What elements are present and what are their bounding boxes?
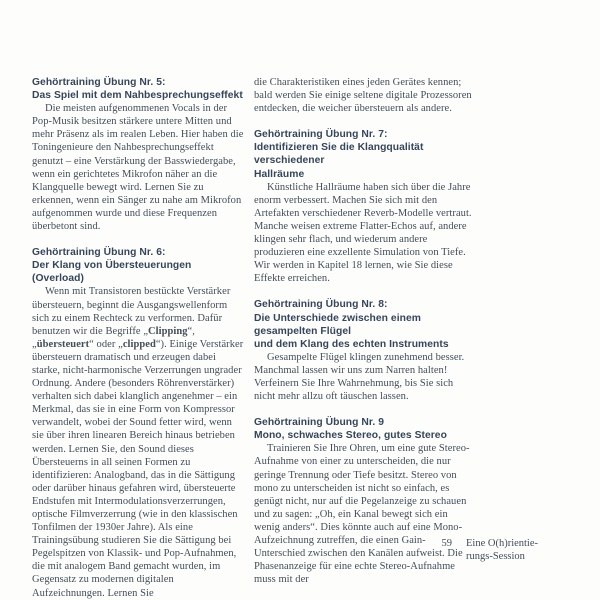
text-run: Gesampelte Flügel klingen zunehmend besser. Manchmal lassen wir uns zum Narren halten! Verfeinern Sie Ihre Wahrnehmung, bis Sie sich nicht mehr allzu oft täuschen lassen. [254, 351, 465, 403]
text-columns [32, 76, 473, 600]
body-paragraph [254, 351, 473, 403]
body-paragraph [254, 76, 473, 115]
body-paragraph [254, 181, 473, 286]
exercise-heading [32, 246, 245, 285]
exercise-heading-line: Gehörtraining Übung Nr. 8: [254, 299, 388, 311]
exercise-heading [254, 416, 473, 442]
bold-term: Clipping [148, 325, 188, 337]
exercise-heading-line: Die Unterschiede zwischen einem gesampelten Flügel [254, 312, 421, 337]
text-run: Künstliche Hallräume haben sich über die Jahre enorm verbessert. Machen Sie sich mit den Artefakten verschiedener Reverb-Modelle vertraut. Manche weisen extreme Flatter-Echos auf, andere klingen sehr flach, und wiederum andere produzieren eine exzellente Simulation von Tiefe. Wir werden in Kapitel 18 lernen, wie Sie diese Effekte erreichen. [254, 181, 472, 285]
exercise-heading-line: Gehörtraining Übung Nr. 5: [32, 77, 166, 88]
running-title [466, 537, 538, 563]
right-column [254, 76, 473, 600]
bold-term: clipped [122, 338, 156, 350]
page-number: 59 [441, 538, 452, 549]
text-run: “). Einige Verstärker übersteuern dramatisch und erzeugen dabei starke, nicht-harmonische Verzerrungen ungrader Ordnung. Andere (besonders Röhrenverstärker) verhalten sich dabei klanglich angenehmer – ein Merkmal, das sie in eine Form von Kompressor verwandelt, wobei der Sound fetter wird, wenn sie über ihren linearen Bereich hinaus betrieben werden. Lernen Sie, den Sound dieses Übersteuerns in all seinen Formen zu identifizieren: Analogband, das in die Sättigung oder darüber hinaus gefahren wird, übersteuerte Endstufen mit Intermodulationsverzerrungen, optische Filmverzerrung (wie in den klassischen Tonfilmen der 1930er Jahre). Als eine Trainingsübung studieren Sie die Sättigung bei Pegelspitzen von Klassik- und Pop-Aufnahmen, die mit analogem Band gemacht wurden, im Gegensatz zu modernen digitalen Aufzeichnungen. Lernen Sie [32, 338, 244, 599]
exercise-heading-line: Das Spiel mit dem Nahbesprechungseffekt [32, 90, 243, 102]
exercise-heading-line: Identifizieren Sie die Klangqualität verschiedener [254, 142, 424, 167]
text-run: die Charakteristiken eines jeden Gerätes kennen; bald werden Sie einige seltene digitale Prozessoren entdecken, die weicher übersteuern als andere. [254, 77, 472, 115]
exercise-heading-line: Hallräume [254, 168, 305, 180]
exercise-heading-line: Gehörtraining Übung Nr. 9 [254, 417, 384, 429]
exercise-heading [254, 298, 473, 350]
exercise-heading-line: Mono, schwaches Stereo, gutes Stereo [254, 430, 447, 442]
text-run: Die meisten aufgenommenen Vocals in der Pop-Musik besitzen stärkere untere Mitten und mehr Präsenz als im realen Leben. Hier haben die Toningenieure den Nahbesprechungseffekt genutzt – eine Verstärkung der Basswiedergabe, wenn ein gerichtetes Mikrofon näher an die Klangquelle bewegt wird. Lernen Sie zu erkennen, wenn ein Sänger zu nahe am Mikrofon aufgenommen wurde und diese Frequenzen überbetont sind. [32, 103, 244, 233]
body-paragraph [32, 285, 245, 599]
exercise-heading-line: und dem Klang des echten Instruments [254, 338, 449, 350]
running-title-line1: Eine O(h)rientie- [466, 538, 539, 549]
text-run: Wenn mit Transistoren bestückte Verstärker übersteuern, beginnt die Ausgangswellenform sich zu einem Rechteck zu verformen. Dafür benutzen wir die Begriffe „ [32, 286, 231, 337]
exercise-heading [254, 128, 473, 180]
bold-term: übersteuert [36, 338, 90, 350]
exercise-heading-line: Der Klang von Übersteuerungen (Overload) [32, 260, 192, 285]
exercise-heading-line: Gehörtraining Übung Nr. 6: [32, 247, 166, 259]
exercise-heading [32, 76, 245, 102]
running-title-line2: rungs-Session [466, 551, 525, 562]
text-run: Trainieren Sie Ihre Ohren, um eine gute Stereo-Aufnahme von einer zu unterscheiden, die nur geringe Trennung oder Tiefe besitzt. Stereo von mono zu unterscheiden ist nicht so einfach, es genügt nicht, nur auf die Pegelanzeige zu schauen und zu sagen: „Oh, ein Kanal bewegt sich ein wenig anders“. Dies könnte auch auf eine Mono-Aufzeichnung zutreffen, die einen Gain-Unterschied zwischen den Kanälen aufweist. Die Phasenanzeige für eine echte Stereo-Aufnahme muss mit der [254, 443, 470, 586]
body-paragraph [32, 102, 245, 233]
exercise-heading-line: Gehörtraining Übung Nr. 7: [254, 129, 388, 141]
text-run: “, „ [32, 325, 195, 350]
body-paragraph [254, 442, 473, 586]
page-footer [420, 537, 538, 563]
left-column [32, 76, 245, 600]
text-run: “ oder „ [89, 338, 123, 350]
